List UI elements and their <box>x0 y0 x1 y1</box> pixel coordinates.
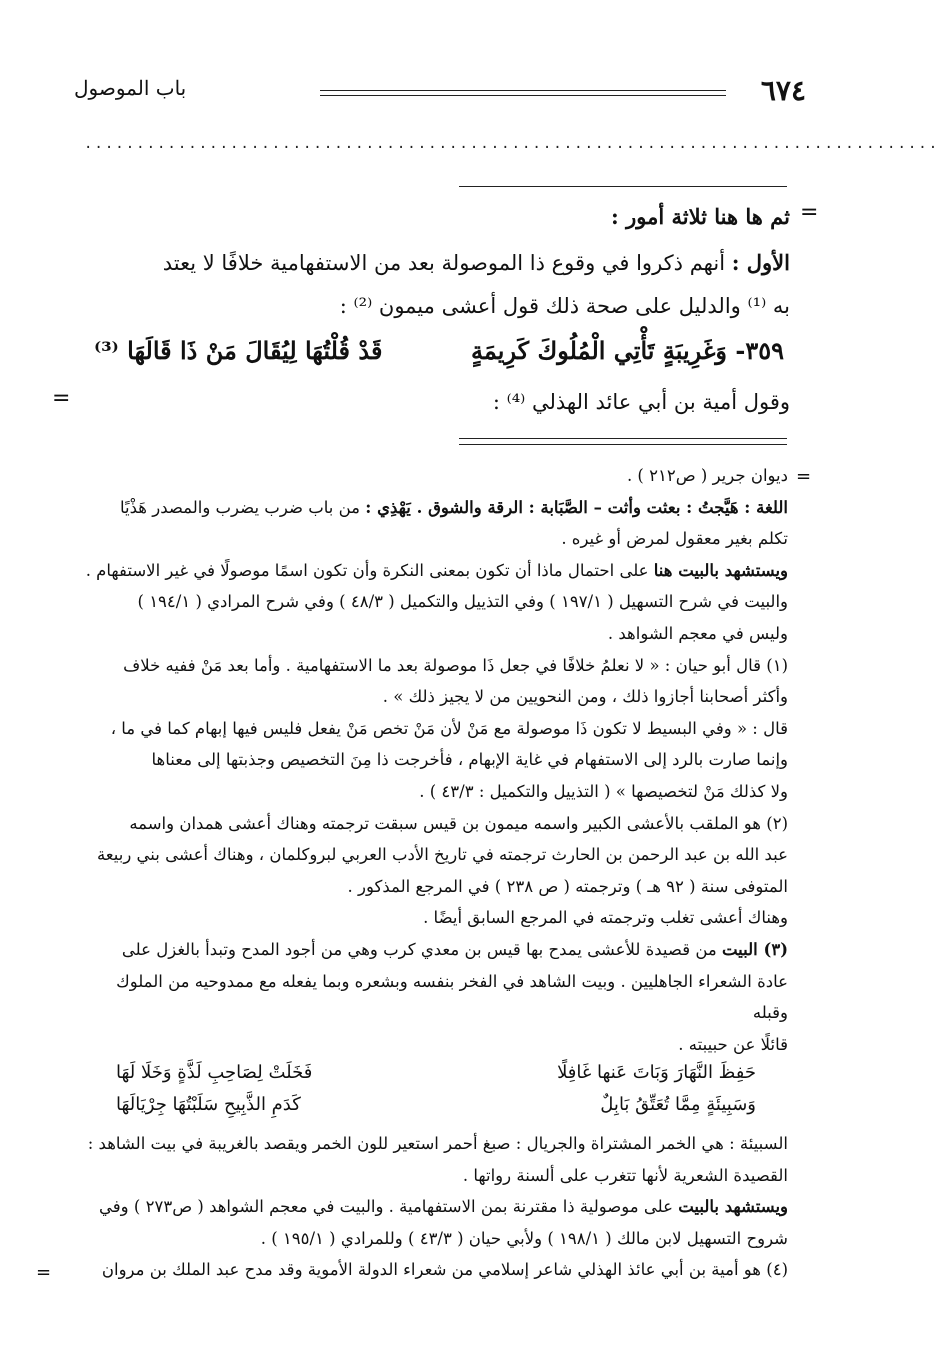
continuation-mark-left: = <box>52 386 71 411</box>
footnote-line: (٤) هو أمية بن أبي عائذ الهذلي شاعر إسلامي من شعراء الدولة الأموية وقد مدح عبد الملك بن مروان <box>101 1260 788 1280</box>
footnote-text: من قصيدة للأعشى يمدح بها قيس بن معدي كرب وهي من أجود المدح وتبدأ بالغزل على <box>121 939 722 959</box>
footnote-line: القصيدة الشعرية لأنها تتغرب على ألسنة رواتها . <box>462 1165 788 1185</box>
footnote-line: ديوان جرير ( ص٢١٢ ) . <box>626 466 788 485</box>
footnote-line: وليس في معجم الشواهد . <box>607 623 788 643</box>
footnote-continuation-mark-bottom: = <box>36 1262 52 1283</box>
footnotes-continued <box>80 1128 788 1286</box>
footnote-line: وإنما صارت بالرد إلى الاستفهام في غاية الإبهام ، فأخرجت ذا مِنَ التخصيص وجذبتها إلى معناها <box>151 750 788 770</box>
footnote-text: على موصولية ذا مقترنة بمن الاستفهامية . والبيت في معجم الشواهد ( ص٢٧٣ ) وفي <box>99 1197 679 1217</box>
footnote-rule-2 <box>459 444 787 445</box>
dotted-divider: ·················································································· <box>84 140 939 156</box>
footnote-line <box>80 1191 788 1223</box>
footnote-line: وهناك أعشى تغلب وترجمته في المرجع السابق أيضًا . <box>423 908 788 928</box>
footnote-line: (١) قال أبو حيان : « لا نعلمُ خلافًا في جعل ذَا موصولة بعد ما الاستفهامية . وأما بعد مَنْ ففيه خلاف <box>123 655 788 675</box>
verse-first-hemistich <box>471 336 784 365</box>
footnote-line: قال : « وفي البسيط لا تكون ذَا موصولة مع مَنْ لأن مَنْ تخص مَنْ يفعل فليس فيها إبهام كما في ما ، <box>110 718 788 738</box>
poem-hemistich: حَفِظَ النَّهَارَ وَبَاتَ عَنها غَافِلًا <box>557 1062 756 1083</box>
footnote-line: تكلم بغير معقول لمرض أو غيره . <box>561 529 788 549</box>
evidence-label: ويستشهد بالبيت هنا <box>653 560 788 580</box>
page-header <box>74 74 806 112</box>
poem-verse-2 <box>116 1094 756 1124</box>
footnote-line: شروح التسهيل لابن مالك ( ١٩٨/١ ) ولأبي حيان ( ٤٣/٣ ) وللمرادي ( ١٩٥/١ ) . <box>260 1228 788 1248</box>
footnote-line <box>80 555 788 587</box>
header-rule-2 <box>320 95 726 96</box>
footnotes <box>80 460 788 1060</box>
footnote-line: المتوفى سنة ( ٩٢ هـ ) وترجمته ( ص ٢٣٨ ) في المرجع المذكور . <box>347 876 788 896</box>
footnote-line: عبد الله بن عبد الرحمن بن الحارث ترجمته في تاريخ الأدب العربي لبروكلمان ، وهناك أعشى بني ربيعة <box>96 845 788 865</box>
main-line-2: به ⁽¹⁾ والدليل على صحة ذلك قول أعشى ميمون ⁽²⁾ : <box>339 294 790 318</box>
continuation-mark: = <box>800 200 819 225</box>
poem-hemistich: وَسَبِيئَةٍ مِمَّا تُعَتِّقُ بَابِلٌ <box>600 1094 756 1115</box>
poem-hemistich: كَدَمِ الذَّبِيحِ سَلَبْتُهَا جِرْيَالَهَا <box>116 1094 301 1115</box>
first-text: أنهم ذكروا في وقوع ذا الموصولة بعد من الاستفهامية خلافًا لا يعتد <box>162 251 726 275</box>
poem-hemistich: فَخَلَتْ لِصَاحِبِ لَذَّةٍ وَخَلَا لَهَا <box>116 1062 313 1083</box>
poem-verse-1 <box>116 1062 756 1092</box>
footnote-line <box>80 492 788 524</box>
footnote-rule <box>459 438 787 439</box>
footnote-line <box>80 934 788 966</box>
header-rule <box>320 90 726 91</box>
footnote-line: والبيت في شرح التسهيل ( ١٩٧/١ ) وفي التذييل والتكميل ( ٤٨/٣ ) وفي شرح المرادي ( ١٩٤/١ ) <box>137 592 788 612</box>
section-title: باب الموصول <box>74 76 187 100</box>
verse-label: (٣) البيت <box>721 939 788 959</box>
page-number: ٦٧٤ <box>760 74 806 107</box>
lexicon-label: اللغة : هَيَّجتُ : بعثت وأثت – الصَّبَابة : الرقة والشوق . يَهْذِي : <box>365 497 788 517</box>
footnote-line: وأكثر أصحابنا أجازوا ذلك ، ومن النحويين من لا يجيز ذلك » . <box>382 687 788 707</box>
footnote-line: ولا كذلك مَنْ لتخصيصها » ( التذييل والتكميل : ٤٣/٣ ) . <box>419 781 788 801</box>
verse-h1-text: وَغَرِيبَةٍ تَأْتِي الْمُلُوكَ كَرِيمَةٍ <box>471 336 727 365</box>
main-line-4: وقول أمية بن أبي عائد الهذلي ⁽⁴⁾ : <box>492 390 790 414</box>
evidence-label: ويستشهد بالبيت <box>678 1197 788 1217</box>
footnote-text: على احتمال ماذا أن تكون بمعنى النكرة وأن تكون اسمًا موصولًا في غير الاستفهام . <box>85 560 654 580</box>
footnote-text: من باب ضرب يضرب والمصدر هَذْيًا <box>120 497 366 517</box>
first-point <box>78 250 790 275</box>
separator-rule <box>459 186 787 187</box>
verse-second-hemistich: قَدْ قُلْتُهَا لِيُقَالَ مَنْ ذَا قَالَهَا ⁽³⁾ <box>94 336 383 365</box>
footnote-line: السبيئة : هي الخمر المشتراة والجريال : صبغ أحمر استعير للون الخمر ويقصد بالغريبة في بيت الشاهد : <box>87 1134 788 1153</box>
footnote-line: عادة الشعراء الجاهليين . وبيت الشاهد في الفخر بنفسه وبشعره وبما يفعله مع ممدوحيه من الملوك وقبله <box>116 971 788 1023</box>
intro-line: ثم ها هنا ثلاثة أمور : <box>611 204 790 229</box>
first-label: الأول : <box>731 250 790 275</box>
verse-359 <box>94 336 784 376</box>
footnote-line: (٢) هو الملقب بالأعشى الكبير واسمه ميمون بن قيس سبقت ترجمته وهناك أعشى همدان واسمه <box>129 813 788 833</box>
footnote-continuation-mark: = <box>796 466 812 487</box>
verse-number: ٣٥٩- <box>735 336 784 365</box>
footnote-line: قائلًا عن حبيبته . <box>678 1034 788 1054</box>
